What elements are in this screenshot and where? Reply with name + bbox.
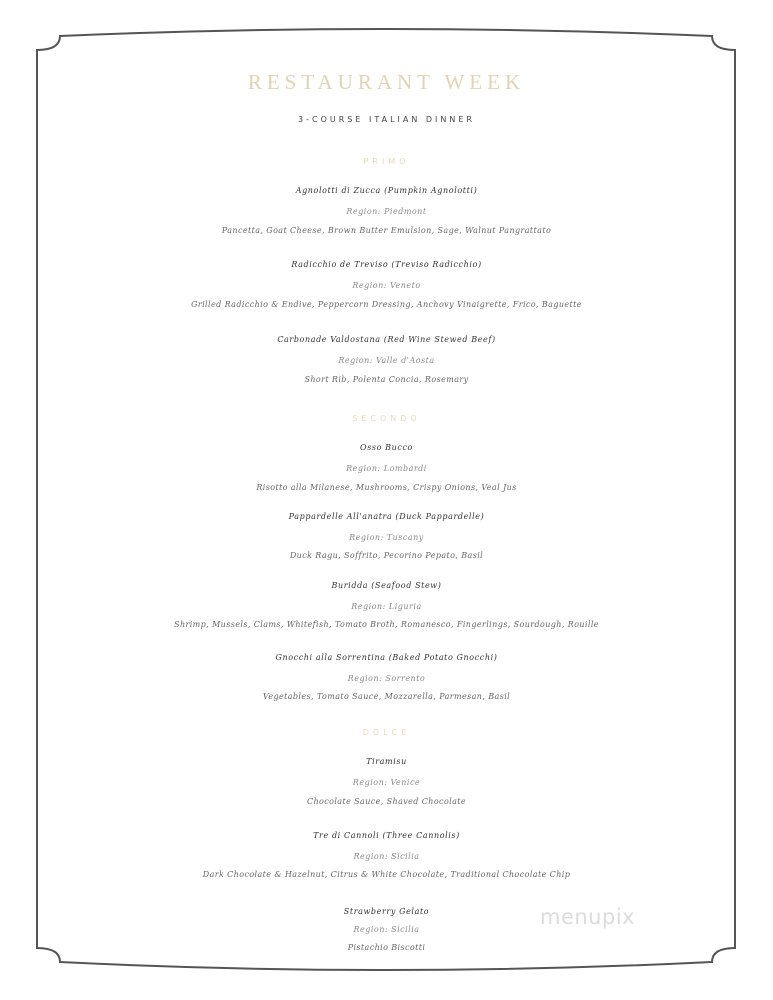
section-heading-dolce: DOLCE	[362, 728, 411, 737]
dish-region: Region: Sicilia	[353, 925, 420, 934]
section-heading-secondo: SECONDO	[352, 414, 421, 423]
dish-description: Shrimp, Mussels, Clams, Whitefish, Tomato Broth, Romanesco, Fingerlings, Sourdough, Rouille	[174, 620, 599, 629]
dish-description: Chocolate Sauce, Shaved Chocolate	[306, 797, 467, 806]
dish-name: Gnocchi alla Sorrentina (Baked Potato Gnocchi)	[275, 653, 498, 662]
dish-name: Tre di Cannoli (Three Cannolis)	[313, 831, 460, 840]
menu-subtitle: 3-COURSE ITALIAN DINNER	[298, 115, 475, 124]
dish-name: Strawberry Gelato	[343, 907, 430, 916]
dish-name: Osso Bucco	[360, 443, 413, 452]
dish-region: Region: Tuscany	[349, 533, 424, 542]
dish-description: Duck Ragu, Soffrito, Pecorino Pepato, Basil	[289, 551, 484, 560]
dish-region: Region: Veneto	[352, 281, 421, 290]
dish-name: Buridda (Seafood Stew)	[331, 581, 442, 590]
menupix-watermark: menupix	[540, 905, 636, 929]
dish-description: Dark Chocolate & Hazelnut, Citrus & White Chocolate, Traditional Chocolate Chip	[202, 870, 571, 879]
dish-description: Short Rib, Polenta Concia, Rosemary	[304, 375, 469, 384]
dish-description: Risotto alla Milanese, Mushrooms, Crispy Onions, Veal Jus	[256, 483, 517, 492]
dish-name: Radicchio de Treviso (Treviso Radicchio)	[291, 260, 482, 269]
section-heading-primo: PRIMO	[363, 157, 410, 166]
dish-name: Pappardelle All'anatra (Duck Pappardelle)	[288, 512, 485, 521]
dish-region: Region: Liguria	[351, 602, 422, 611]
dish-description: Pistachio Biscotti	[347, 943, 426, 952]
dish-name: Agnolotti di Zucca (Pumpkin Agnolotti)	[295, 186, 478, 195]
dish-name: Tiramisu	[366, 757, 407, 766]
dish-description: Grilled Radicchio & Endive, Peppercorn Dressing, Anchovy Vinaigrette, Frico, Baguette	[191, 300, 582, 309]
dish-description: Pancetta, Goat Cheese, Brown Butter Emulsion, Sage, Walnut Pangrattato	[221, 226, 552, 235]
dish-region: Region: Lombardi	[346, 464, 427, 473]
dish-name: Carbonade Valdostana (Red Wine Stewed Beef)	[277, 335, 496, 344]
dish-region: Region: Venice	[352, 778, 421, 787]
dish-region: Region: Sicilia	[353, 852, 420, 861]
dish-description: Vegetables, Tomato Sauce, Mozzarella, Parmesan, Basil	[262, 692, 511, 701]
menu-title: RESTAURANT WEEK	[247, 70, 526, 94]
dish-region: Region: Sorrento	[347, 674, 426, 683]
dish-region: Region: Valle d'Aosta	[338, 356, 435, 365]
dish-region: Region: Piedmont	[346, 207, 427, 216]
